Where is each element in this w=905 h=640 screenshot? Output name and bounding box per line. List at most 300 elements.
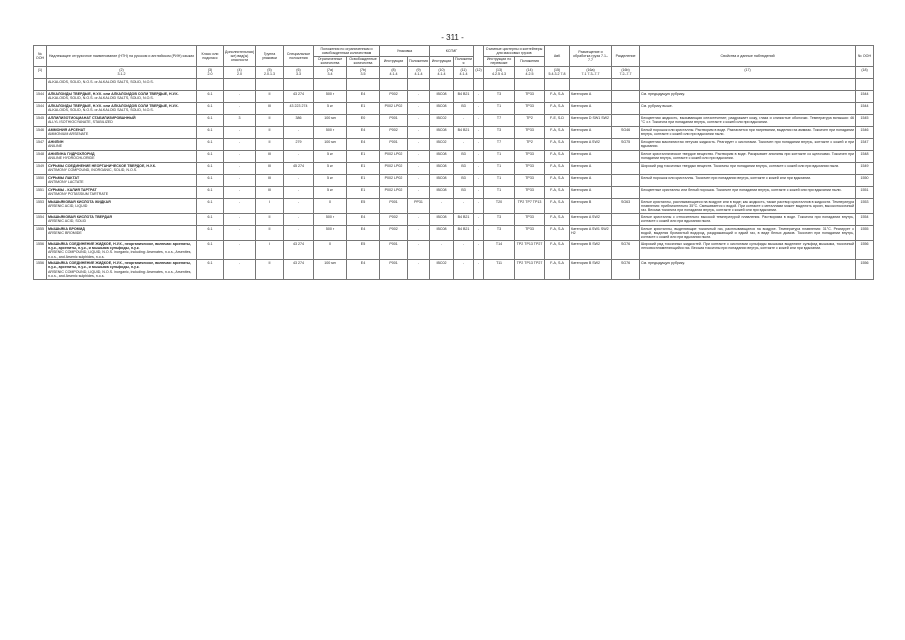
un-number-cell: 1551 <box>34 187 47 199</box>
subsidiary-risk-cell <box>224 79 256 91</box>
stowage-cell: Категория A <box>570 163 612 175</box>
excepted-quantity-cell: E5 <box>347 241 380 260</box>
excepted-quantity-cell: E4 <box>347 214 380 226</box>
tank-instruction-cell: T14 <box>484 241 515 260</box>
subsidiary-risk-cell: - <box>224 199 256 214</box>
name-russian: МЫШЬЯКА СОЕДИНЕНИЕ ЖИДКОЕ, Н.У.К., неорганическое, включая: арсенаты, н.у.к., арсениты, н.у.к., и мышьяка сульфиды, н.у.к. <box>48 260 191 270</box>
name-russian: МЫШЬЯКА СОЕДИНЕНИЕ ЖИДКОЕ, Н.У.К., неорганическое, включая: арсенаты, н.у.к., арсениты, н.у.к., и мышьяка сульфиды, н.у.к. <box>48 241 191 250</box>
excepted-quantity-cell: E4 <box>347 127 380 139</box>
table-row <box>34 187 874 199</box>
shipping-name-cell <box>47 214 197 226</box>
column-12-cell: - <box>474 139 484 151</box>
properties-cell: Широкий ряд токсичных жидкостей. При контакте с кислотами сульфиды мышьяка выделяют сульфид мышьяка, токсичный легковоспламеняющийся газ. Весьма токсичны при попадании внутрь, контакте с кожей или при вдыхании. <box>640 241 856 260</box>
ibc-instruction-cell: IBC08 <box>430 91 454 103</box>
segregation-cell <box>612 115 640 127</box>
shipping-name-cell <box>47 103 197 115</box>
special-provisions-cell: - <box>284 187 314 199</box>
column-code-cell <box>515 67 545 79</box>
packing-provision-cell: - <box>408 214 430 226</box>
class-cell: 6.1 <box>197 260 224 279</box>
tank-provision-cell: TP33 <box>515 175 545 187</box>
un-number-right-cell: 1555 <box>856 226 874 241</box>
class-cell: 6.1 <box>197 187 224 199</box>
class-cell: 6.1 <box>197 163 224 175</box>
column-code-cell <box>474 67 484 79</box>
name-english: ARSENIC COMPOUND, LIQUID, N.O.S. inorganic, including: Arsenates, n.o.s., Arsenites, n.o.s., and Arsenic sulphides, n.o.s. <box>48 269 192 278</box>
table-row <box>34 175 874 187</box>
packing-provision-cell: - <box>408 175 430 187</box>
un-number-right-cell: 1551 <box>856 187 874 199</box>
packing-group-cell: III <box>256 187 284 199</box>
dangerous-goods-table <box>33 45 874 280</box>
packing-instruction-cell <box>380 79 408 91</box>
column-code-cell <box>197 67 224 79</box>
group-header-tanks: Съемные цистерны и контейнеры для массовых грузов <box>484 46 545 57</box>
un-number-right-cell: 1556 <box>856 241 874 260</box>
ems-cell: F-A, S-A <box>545 226 570 241</box>
table-row <box>34 127 874 139</box>
class-cell: 6.1 <box>197 127 224 139</box>
header-row-1 <box>34 46 874 57</box>
column-code-cell <box>34 67 47 79</box>
stowage-cell: Категория A <box>570 91 612 103</box>
un-number-cell: 1554 <box>34 214 47 226</box>
col-header-3: Класс или подкласс <box>197 46 224 67</box>
column-code-cell <box>570 67 612 79</box>
packing-provision-cell: - <box>408 115 430 127</box>
column-code: (15) <box>553 67 561 72</box>
ibc-provision-cell: B3 <box>454 175 474 187</box>
un-number-right-cell: 1554 <box>856 214 874 226</box>
packing-group-cell: II <box>256 115 284 127</box>
name-russian: АЛКАЛОИДЫ ТВЕРДЫЕ, Н.У.К. или АЛКАЛОИДОВ СОЛИ ТВЕРДЫЕ, Н.У.К. <box>48 103 179 108</box>
un-number-right-cell: 1544 <box>856 103 874 115</box>
ibc-instruction-cell: IBC08 <box>430 163 454 175</box>
shipping-name-cell <box>47 226 197 241</box>
tank-instruction-cell: T1 <box>484 175 515 187</box>
packing-instruction-cell: P002 <box>380 214 408 226</box>
excepted-quantity-cell: E0 <box>347 115 380 127</box>
packing-group-cell: III <box>256 175 284 187</box>
ibc-instruction-cell: - <box>430 199 454 214</box>
name-english: ALKALOIDS, SOLID, N.O.S. or ALKALOID SALTS, SOLID, N.O.S. <box>48 108 154 113</box>
column-12-cell: - <box>474 91 484 103</box>
excepted-quantity-cell: E4 <box>347 139 380 151</box>
segregation-cell <box>612 103 640 115</box>
class-cell: 6.1 <box>197 175 224 187</box>
ems-cell: F-A, S-A <box>545 241 570 260</box>
ibc-instruction-cell: IBC02 <box>430 260 454 279</box>
packing-instruction-cell: P002 LP02 <box>380 151 408 163</box>
column-code: (12) <box>475 67 482 72</box>
shipping-name-cell <box>47 260 197 279</box>
un-number-cell: 1556 <box>34 260 47 279</box>
tank-instruction-cell: T3 <box>484 91 515 103</box>
un-number-cell: 1548 <box>34 151 47 163</box>
packing-instruction-cell: P001 <box>380 260 408 279</box>
column-reference: 3.5 <box>360 72 366 77</box>
class-cell <box>197 79 224 91</box>
column-12-cell: - <box>474 226 484 241</box>
tank-instruction-cell: T20 <box>484 199 515 214</box>
un-number-right-cell: 1556 <box>856 260 874 279</box>
limited-quantity-cell: 5 кг <box>314 103 347 115</box>
ibc-instruction-cell: IBC08 <box>430 175 454 187</box>
column-reference: 3.3 <box>296 72 301 77</box>
column-code: (2) <box>119 67 124 72</box>
un-number-cell: 1547 <box>34 139 47 151</box>
subsidiary-risk-cell: - <box>224 163 256 175</box>
properties-cell: Белый порошок или кристаллы. Растворим в воде. Разлагается при нагревании, выделяя газ аммиак. Токсичен при попадании внутрь, контакте с кожей или при вдыхании пыли. <box>640 127 856 139</box>
table-row <box>34 139 874 151</box>
name-english: ANILINE HYDROCHLORIDE <box>48 156 95 161</box>
segregation-cell <box>612 214 640 226</box>
tank-provision-cell: TP33 <box>515 103 545 115</box>
shipping-name-cell <box>47 139 197 151</box>
ems-cell: F-A, S-A <box>545 260 570 279</box>
column-code: (5) <box>267 67 272 72</box>
stowage-cell: Категория A <box>570 175 612 187</box>
column-code-cell <box>454 67 474 79</box>
packing-group-cell: II <box>256 260 284 279</box>
column-code: (3) <box>207 67 213 72</box>
col-header-13: Инструкции по перевозке <box>484 56 515 67</box>
column-reference: 4.1.4 <box>437 72 446 77</box>
shipping-name-cell <box>47 241 197 260</box>
limited-quantity-cell: 100 мл <box>314 115 347 127</box>
tank-provision-cell: TP33 <box>515 91 545 103</box>
tank-instruction-cell: T1 <box>484 103 515 115</box>
properties-cell: См. рубрику выше. <box>640 103 856 115</box>
packing-provision-cell: PP31 <box>408 199 430 214</box>
un-number-right-cell: 1553 <box>856 199 874 214</box>
column-12-cell: - <box>474 151 484 163</box>
properties-cell: См. предыдущую рубрику. <box>640 260 856 279</box>
packing-instruction-cell: P002 LP02 <box>380 187 408 199</box>
column-code: (4) <box>237 67 242 72</box>
un-number-right-cell: 1548 <box>856 151 874 163</box>
tank-provision-cell <box>515 79 545 91</box>
un-number-cell: 1553 <box>34 199 47 214</box>
name-english: ARSENIC ACID, LIQUID <box>48 204 88 209</box>
packing-provision-cell: - <box>408 187 430 199</box>
ems-cell <box>545 79 570 91</box>
name-english: ANTIMONY POTASSIUM TARTRATE <box>48 192 109 197</box>
excepted-quantity-cell: E1 <box>347 175 380 187</box>
tank-provision-cell: TP33 <box>515 187 545 199</box>
special-provisions-cell: - <box>284 214 314 226</box>
column-code-cell <box>314 67 347 79</box>
class-cell: 6.1 <box>197 91 224 103</box>
column-code: (1) <box>37 67 43 72</box>
shipping-name-cell <box>47 115 197 127</box>
special-provisions-cell: 45 274 <box>284 163 314 175</box>
un-number-cell: 1549 <box>34 163 47 175</box>
ibc-provision-cell: B3 <box>454 103 474 115</box>
ems-cell: F-A, S-A <box>545 139 570 151</box>
class-cell: 6.1 <box>197 199 224 214</box>
col-header-1: № ООН <box>34 46 47 67</box>
limited-quantity-cell: 5 кг <box>314 175 347 187</box>
excepted-quantity-cell: E4 <box>347 260 380 279</box>
excepted-quantity-cell: E1 <box>347 187 380 199</box>
column-code: (7a) <box>326 67 334 72</box>
name-russian: СУРЬМЫ ЛАКТАТ <box>48 175 80 180</box>
column-12-cell: - <box>474 115 484 127</box>
limited-quantity-cell: 5 кг <box>314 163 347 175</box>
limited-quantity-cell: 0 <box>314 199 347 214</box>
column-12-cell: - <box>474 241 484 260</box>
class-cell: 6.1 <box>197 139 224 151</box>
packing-group-cell: II <box>256 214 284 226</box>
class-cell: 6.1 <box>197 151 224 163</box>
un-number-cell: 1546 <box>34 127 47 139</box>
packing-instruction-cell: P002 LP02 <box>380 175 408 187</box>
table-row <box>34 103 874 115</box>
excepted-quantity-cell: E1 <box>347 163 380 175</box>
column-12-cell: - <box>474 260 484 279</box>
packing-group-cell: II <box>256 127 284 139</box>
shipping-name-cell <box>47 175 197 187</box>
packing-instruction-cell: P001 <box>380 241 408 260</box>
column-reference: 2.0 <box>207 72 213 77</box>
packing-group-cell: II <box>256 91 284 103</box>
shipping-name-cell <box>47 187 197 199</box>
tank-instruction-cell: T11 <box>484 260 515 279</box>
name-russian: АНИЛИНА ГИДРОХЛОРИД <box>48 151 95 156</box>
column-code: (10) <box>438 67 445 72</box>
name-english: ALKALOIDS, SOLID, N.O.S. or ALKALOID SALTS, SOLID, N.O.S. <box>48 96 154 101</box>
column-code-cell <box>256 67 284 79</box>
un-number-right-cell: 1546 <box>856 127 874 139</box>
tank-instruction-cell: T3 <box>484 127 515 139</box>
ibc-instruction-cell: IBC08 <box>430 127 454 139</box>
un-number-cell: 1544 <box>34 91 47 103</box>
column-reference: 4.1.4 <box>414 72 423 77</box>
segregation-cell: SG76 <box>612 260 640 279</box>
ems-cell: F-A, S-A <box>545 127 570 139</box>
packing-provision-cell: - <box>408 226 430 241</box>
ibc-provision-cell: B4 B21 <box>454 226 474 241</box>
col-header-16b: Разделение <box>612 46 640 67</box>
ibc-instruction-cell: IBC02 <box>430 139 454 151</box>
packing-provision-cell: - <box>408 241 430 260</box>
special-provisions-cell: 279 <box>284 139 314 151</box>
shipping-name-cell <box>47 151 197 163</box>
column-code-cell <box>408 67 430 79</box>
column-code-cell <box>430 67 454 79</box>
name-english: ALLYL ISOTHIOCYANATE, STABILIZED <box>48 120 113 125</box>
excepted-quantity-cell <box>347 79 380 91</box>
tank-provision-cell: TP2 <box>515 139 545 151</box>
ibc-provision-cell: B4 B21 <box>454 214 474 226</box>
limited-quantity-cell: 100 мл <box>314 260 347 279</box>
name-russian: АЛЛИЛИЗОТИОЦИАНАТ СТАБИЛИЗИРОВАННЫЙ <box>48 115 136 120</box>
table-row <box>34 260 874 279</box>
column-code-cell <box>284 67 314 79</box>
packing-group-cell: II <box>256 226 284 241</box>
limited-quantity-cell <box>314 79 347 91</box>
shipping-name-cell <box>47 163 197 175</box>
ibc-instruction-cell <box>430 79 454 91</box>
excepted-quantity-cell: E4 <box>347 91 380 103</box>
packing-provision-cell: - <box>408 91 430 103</box>
column-code: (16b) <box>621 67 630 72</box>
tank-provision-cell: TP2 <box>515 115 545 127</box>
stowage-cell: Категория B <box>570 199 612 214</box>
group-header-packing: Упаковка <box>380 46 430 57</box>
ibc-instruction-cell: IBC08 <box>430 226 454 241</box>
ibc-provision-cell: B3 <box>454 151 474 163</box>
stowage-cell: Категория A SW2 <box>570 214 612 226</box>
packing-instruction-cell: P002 LP02 <box>380 103 408 115</box>
column-code-cell <box>545 67 570 79</box>
ems-cell: F-A, S-A <box>545 151 570 163</box>
segregation-cell <box>612 163 640 175</box>
tank-instruction-cell: T1 <box>484 151 515 163</box>
col-header-4: Дополнительная(ые) вид(ы) опасности <box>224 46 256 67</box>
stowage-cell: Категория B SW2 <box>570 241 612 260</box>
subsidiary-risk-cell: - <box>224 175 256 187</box>
packing-group-cell: III <box>256 163 284 175</box>
column-code: (16a) <box>586 67 595 72</box>
col-header-10: Инструкции <box>430 56 454 67</box>
stowage-cell: Категория A SW1 SW2 H2 <box>570 226 612 241</box>
properties-cell: Белые кристаллы с относительно высокой температурой плавления. Растворима в воде. Токсична при попадании внутрь, контакте с кожей или при вдыхании пыли. <box>640 214 856 226</box>
segregation-cell <box>612 79 640 91</box>
tank-provision-cell: TP33 <box>515 163 545 175</box>
table-row <box>34 199 874 214</box>
subsidiary-risk-cell: - <box>224 214 256 226</box>
limited-quantity-cell: 5 кг <box>314 151 347 163</box>
col-header-12 <box>474 46 484 67</box>
packing-provision-cell: - <box>408 103 430 115</box>
tank-instruction-cell: T7 <box>484 139 515 151</box>
tank-provision-cell: TP33 <box>515 214 545 226</box>
col-header-5: Группа упаковки <box>256 46 284 67</box>
un-number-cell: 1550 <box>34 175 47 187</box>
ems-cell: F-A, S-A <box>545 103 570 115</box>
column-12-cell: - <box>474 214 484 226</box>
column-12-cell: - <box>474 175 484 187</box>
class-cell: 6.1 <box>197 103 224 115</box>
subsidiary-risk-cell: - <box>224 127 256 139</box>
column-number-row <box>34 67 874 79</box>
properties-cell: Белые кристаллы, расплывающиеся на воздухе или в воде; как жидкость, также раствор кристаллов в жидкости. Температура плавления: приблизительно 35°С. Смешивается с водой. При контакте с металлами может выделять арсин, высокотоксичный газ. Весьма токсична при попадании внутрь, контакте с кожей или при вдыхании. <box>641 199 855 213</box>
ibc-provision-cell: B3 <box>454 163 474 175</box>
un-number-cell: 1555 <box>34 226 47 241</box>
ibc-instruction-cell: IBC08 <box>430 214 454 226</box>
stowage-cell: Категория A <box>570 127 612 139</box>
subsidiary-risk-cell: 3 <box>224 115 256 127</box>
table-row <box>34 163 874 175</box>
ems-cell: F-A, S-A <box>545 214 570 226</box>
ems-cell: F-A, S-A <box>545 91 570 103</box>
limited-quantity-cell: 500 г <box>314 214 347 226</box>
stowage-cell <box>570 79 612 91</box>
tank-instruction-cell: T1 <box>484 163 515 175</box>
ibc-instruction-cell: IBC08 <box>430 103 454 115</box>
packing-instruction-cell: P001 <box>380 139 408 151</box>
stowage-cell: Категория A <box>570 151 612 163</box>
column-reference: 4.1.4 <box>389 72 398 77</box>
ems-cell: F-A, S-A <box>545 175 570 187</box>
ems-cell: F-E, S-D <box>545 115 570 127</box>
special-provisions-cell: 43 274 <box>284 241 314 260</box>
ibc-provision-cell <box>454 79 474 91</box>
column-code: (14) <box>526 67 533 72</box>
shipping-name-cell <box>47 91 197 103</box>
properties-cell: Белый порошок или кристаллы. Токсичен при попадании внутрь, контакте с кожей или при вдыхании. <box>640 175 856 187</box>
special-provisions-cell: - <box>284 226 314 241</box>
shipping-name-cell <box>47 79 197 91</box>
column-code-cell <box>347 67 380 79</box>
column-code-cell <box>224 67 256 79</box>
col-header-6: Специальные положения <box>284 46 314 67</box>
excepted-quantity-cell: E1 <box>347 103 380 115</box>
segregation-cell: SG63 <box>612 199 640 214</box>
packing-instruction-cell: P001 <box>380 199 408 214</box>
column-code: (9) <box>416 67 421 72</box>
properties-cell: Белые кристаллы, выделяющие токсичный газ, расплывающиеся на воздухе. Температура плавления: 31°С. Реагирует с водой, выделяя бромистый водород, раздражающий и едкий газ, в виде белых дымов. Токсичен при попадании внутрь, контакте с кожей или при вдыхании пыли. <box>641 226 855 240</box>
name-russian: МЫШЬЯКОВАЯ КИСЛОТА ТВЕРДАЯ <box>48 214 112 219</box>
name-russian: МЫШЬЯКОВАЯ КИСЛОТА ЖИДКАЯ <box>48 199 111 204</box>
column-code: (17) <box>744 67 751 72</box>
segregation-cell <box>612 175 640 187</box>
properties-cell: Бесцветная жидкость, вызывающая слезотечение; раздражает кожу, глаза и слизистые оболочки. Температура вспышки: 46 °С з.т. Токсична при попадании внутрь, контакте с кожей или при вдыхании. <box>640 115 856 127</box>
un-number-cell: 1544 <box>34 103 47 115</box>
excepted-quantity-cell: E1 <box>347 151 380 163</box>
segregation-cell <box>612 187 640 199</box>
stowage-cell: Категория D SW1 SW2 <box>570 115 612 127</box>
ems-cell: F-A, S-A <box>545 187 570 199</box>
table-row <box>34 151 874 163</box>
column-12-cell: - <box>474 103 484 115</box>
ibc-instruction-cell: IBC08 <box>430 151 454 163</box>
shipping-name-cell <box>47 127 197 139</box>
column-code-cell <box>380 67 408 79</box>
name-russian: СУРЬМЫ СОЕДИНЕНИЕ НЕОРГАНИЧЕСКОЕ ТВЕРДОЕ, Н.У.К. <box>48 163 156 168</box>
limited-quantity-cell: 0 <box>314 241 347 260</box>
column-reference: 4.2.5 4.3 <box>492 72 507 77</box>
column-code-cell <box>47 67 197 79</box>
packing-group-cell: I <box>256 241 284 260</box>
properties-cell: См. предыдущую рубрику. <box>640 91 856 103</box>
packing-provision-cell: - <box>408 139 430 151</box>
ibc-provision-cell: B4 B21 <box>454 91 474 103</box>
group-header-limited: Положения по ограниченным и освобожденным количествам <box>314 46 380 57</box>
name-russian: АЛКАЛОИДЫ ТВЕРДЫЕ, Н.У.К. или АЛКАЛОИДОВ СОЛИ ТВЕРДЫЕ, Н.У.К. <box>48 91 179 96</box>
column-reference: 2.0.1.3 <box>264 72 275 77</box>
packing-group-cell: III <box>256 103 284 115</box>
special-provisions-cell: 386 <box>284 115 314 127</box>
table-row <box>34 79 874 91</box>
tank-provision-cell: TP33 <box>515 226 545 241</box>
properties-cell: Широкий ряд токсичных твердых веществ. Токсичны при попадании внутрь, контакте с кожей или при вдыхании пыли. <box>640 163 856 175</box>
subsidiary-risk-cell: - <box>224 91 256 103</box>
group-header-ibc: КСГМГ <box>430 46 474 57</box>
column-code: (8) <box>391 67 396 72</box>
col-header-11: Положения <box>455 57 473 66</box>
un-number-right-cell: 1549 <box>856 163 874 175</box>
column-code: (13) <box>495 67 503 72</box>
column-12-cell: - <box>474 127 484 139</box>
class-cell: 6.1 <box>197 226 224 241</box>
column-code: (6) <box>296 67 301 72</box>
table-row <box>34 226 874 241</box>
tank-provision-cell: TP33 <box>515 127 545 139</box>
page-number: - 311 - <box>441 33 464 42</box>
